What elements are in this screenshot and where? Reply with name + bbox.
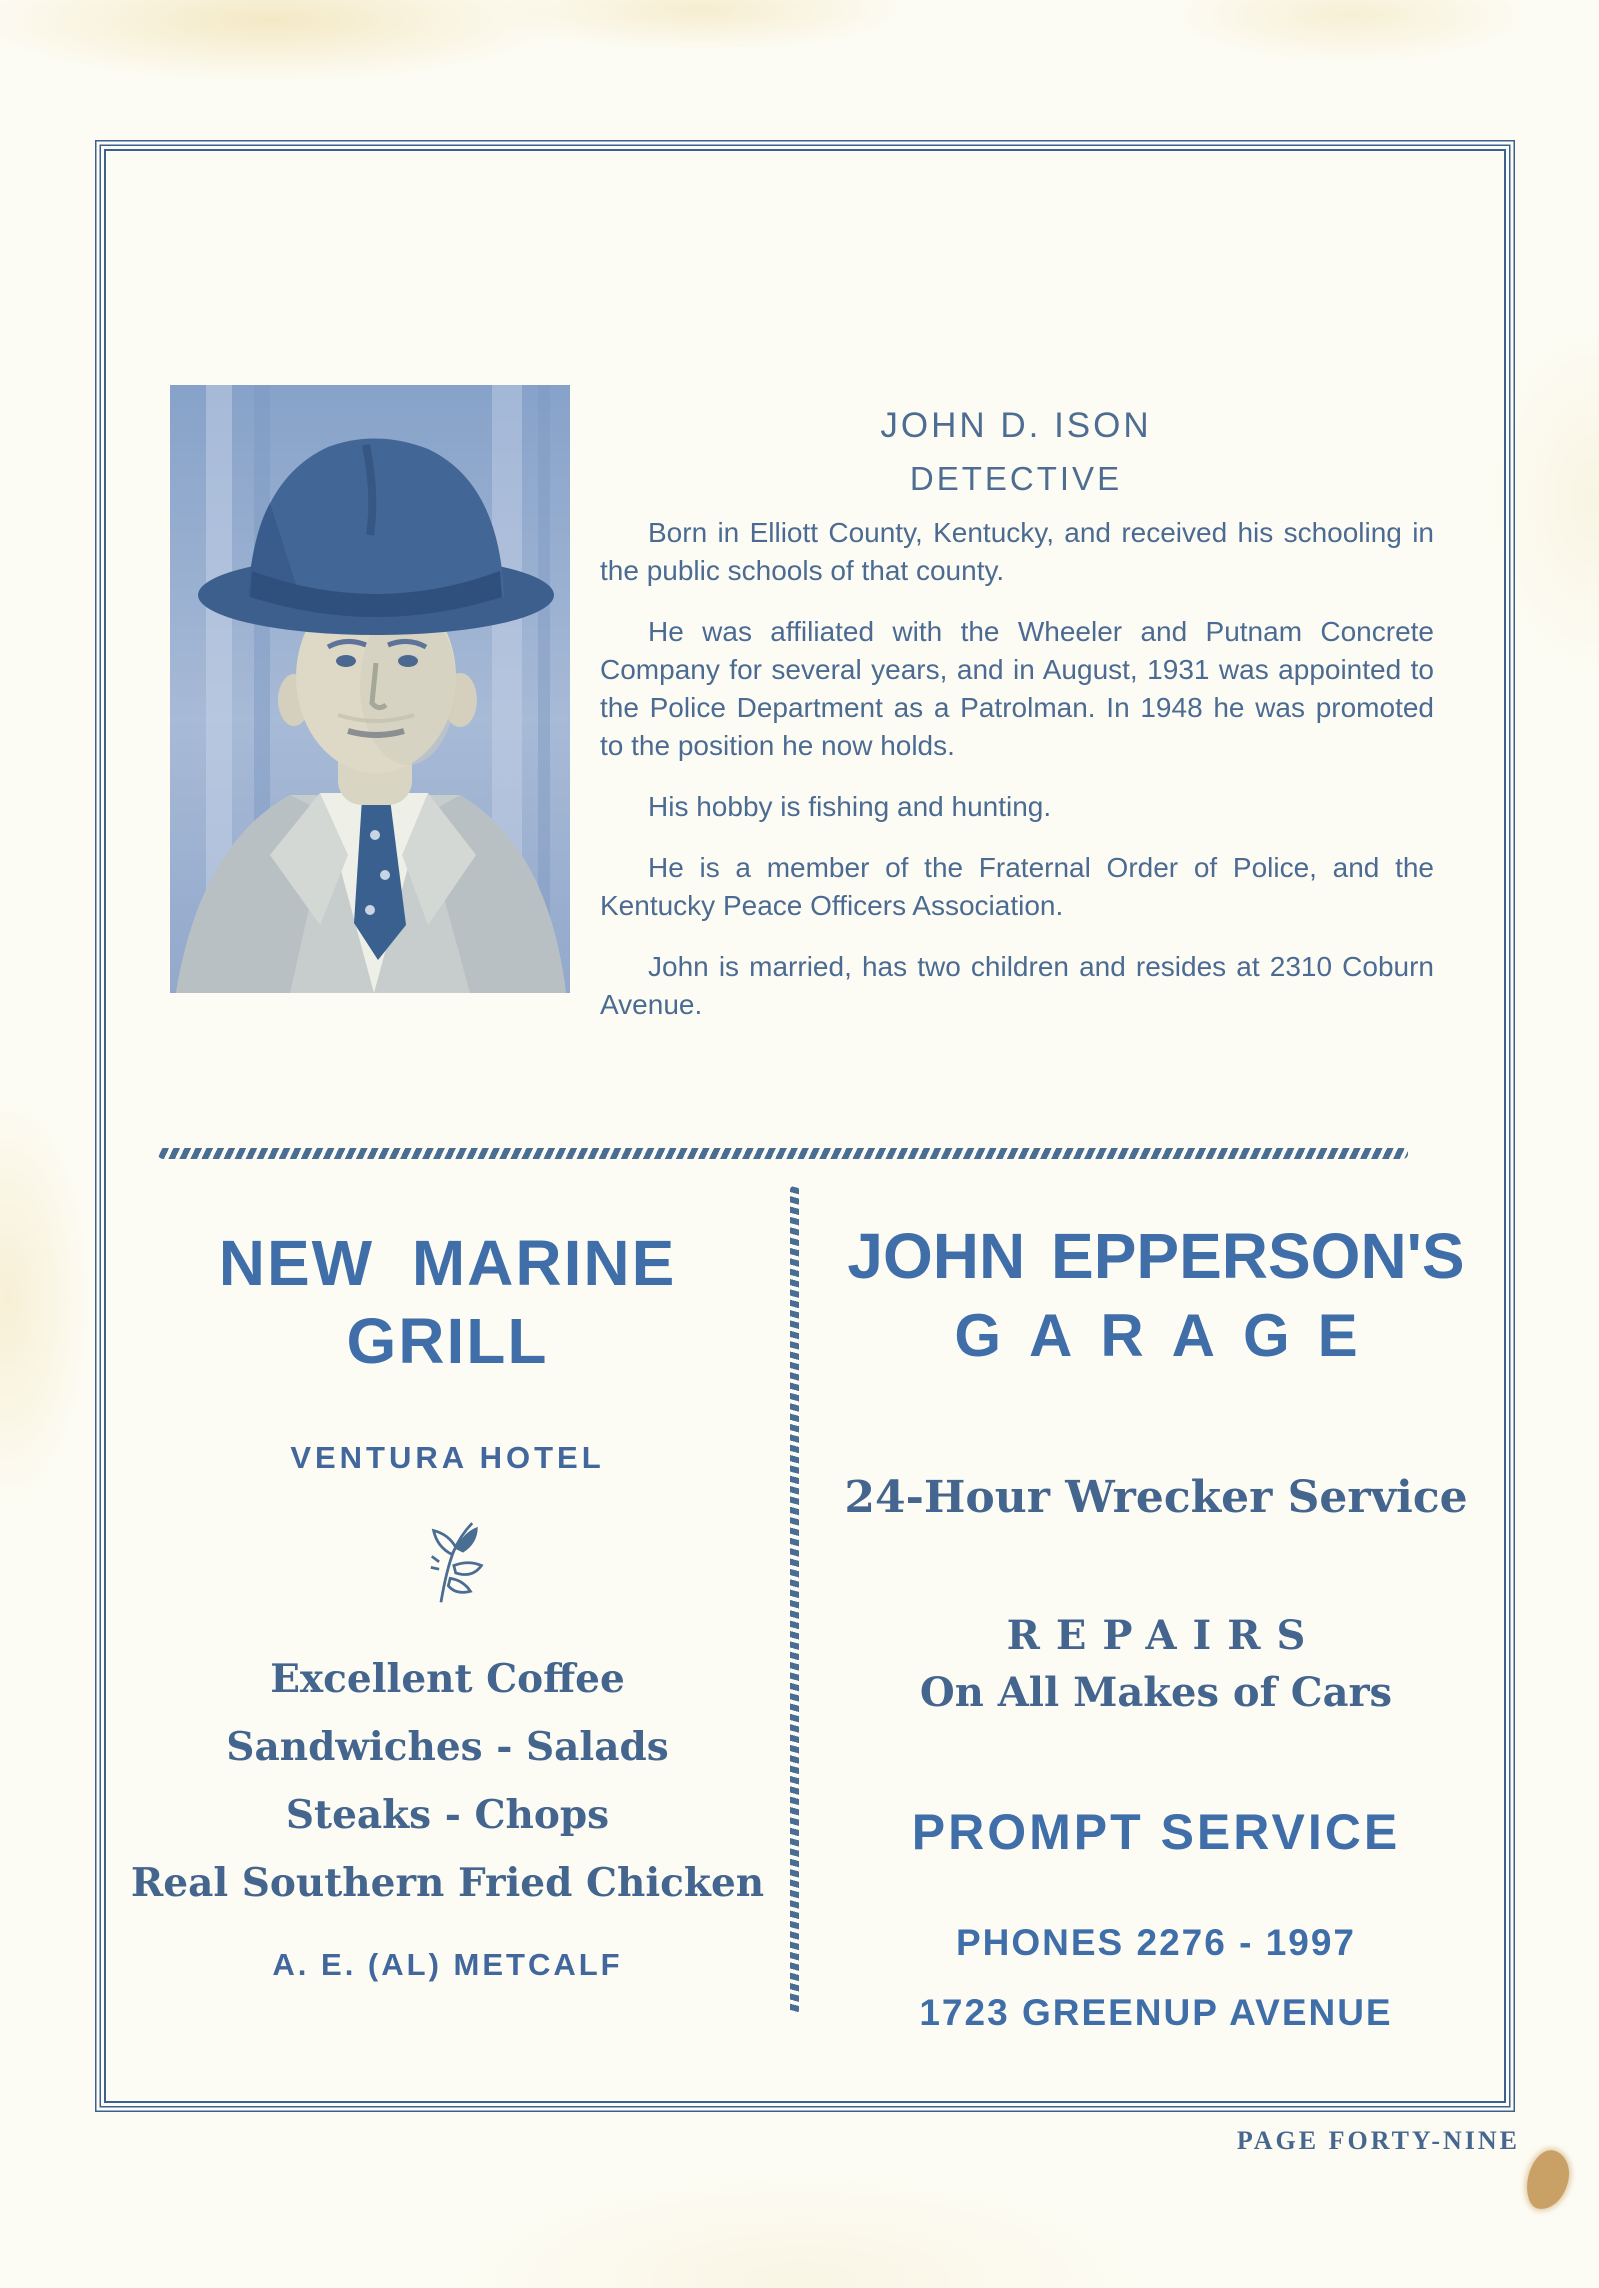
rope-divider-horizontal — [158, 1148, 1408, 1159]
menu-item: Excellent Coffee — [270, 1656, 625, 1702]
ad-left-title — [115, 1224, 780, 1380]
ad-john-eppersons-garage — [812, 1186, 1500, 2034]
bio-paragraph: Born in Elliott County, Kentucky, and received his schooling in the public schools of that county. — [600, 517, 1434, 586]
ad-right-phones-line: PHONES 2276 - 1997 — [955, 1922, 1357, 1963]
bio-paragraph: He is a member of the Fraternal Order of Police, and the Kentucky Peace Officers Association. — [600, 852, 1434, 921]
ad-left-title-line1: NEW MARINE — [218, 1227, 677, 1299]
ad-right-title-line2: GARAGE — [954, 1302, 1386, 1369]
bio-paragraph: He was affiliated with the Wheeler and Putnam Concrete Company for several years, and in August, 1931 was appointed to the Police Department as a Patrolman. In 1948 he was promoted to the position he now holds. — [600, 616, 1434, 761]
ad-right-repairs-subline: On All Makes of Cars — [919, 1669, 1393, 1716]
menu-item: Steaks - Chops — [285, 1792, 610, 1838]
profile-title: DETECTIVE — [909, 460, 1123, 497]
bio-paragraph: His hobby is fishing and hunting. — [648, 791, 1052, 822]
ad-left-subtitle: VENTURA HOTEL — [290, 1440, 605, 1475]
ad-right-prompt-line: PROMPT SERVICE — [911, 1804, 1401, 1860]
page-number-label: PAGE FORTY-NINE — [1236, 2126, 1520, 2155]
ad-right-title — [812, 1216, 1500, 1376]
rope-divider-vertical — [790, 1186, 799, 2014]
menu-item: Sandwiches - Salads — [226, 1724, 669, 1770]
ad-right-address-line: 1723 GREENUP AVENUE — [919, 1992, 1393, 2033]
ad-new-marine-grill — [115, 1186, 780, 1983]
ad-right-title-line1: JOHN EPPERSON'S — [847, 1220, 1465, 1292]
menu-item: Real Southern Fried Chicken — [130, 1860, 765, 1906]
ad-left-proprietor: A. E. (AL) METCALF — [272, 1947, 623, 1982]
ad-right-service-line: 24-Hour Wrecker Service — [844, 1472, 1468, 1523]
ad-left-title-line2: GRILL — [346, 1305, 549, 1377]
paper-stain-blemish — [1522, 2146, 1574, 2213]
detective-portrait-photo — [170, 385, 570, 993]
profile-name: JOHN D. ISON — [880, 406, 1152, 445]
biography — [600, 514, 1434, 1047]
ad-right-repairs-heading: REPAIRS — [1006, 1612, 1322, 1659]
leaf-branch-icon — [406, 1514, 489, 1606]
bio-paragraph: John is married, has two children and resides at 2310 Coburn Avenue. — [600, 951, 1434, 1020]
